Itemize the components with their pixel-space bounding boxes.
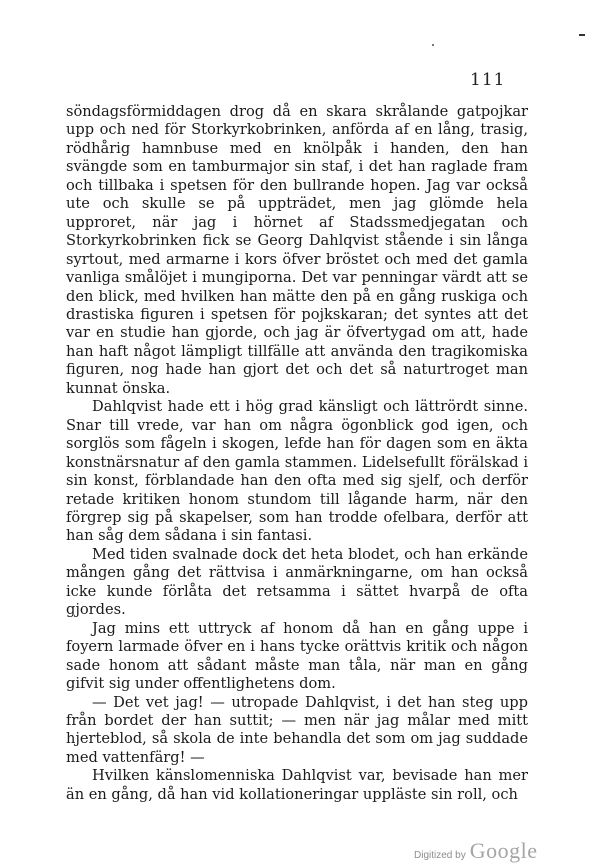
- digitization-watermark: [414, 838, 537, 864]
- scan-artifact-mark: [579, 34, 585, 36]
- watermark-brand: Google: [469, 838, 538, 863]
- paragraph-3: Med tiden svalnade dock det heta blodet, och han erkände mången gång det rättvisa i anmärkningarne, om han också icke kunde förlåta det retsamma i sättet hvarpå de ofta gjordes.: [66, 545, 528, 619]
- paragraph-4: Jag mins ett uttryck af honom då han en gång uppe i foyern larmade öfver en i hans tycke orättvis kritik och någon sade honom att sådant måste man tåla, när man en gång gifvit sig under offentlighetens dom.: [66, 619, 528, 693]
- paragraph-1: söndagsförmiddagen drog då en skara skrålande gatpojkar upp och ned för Storkyrkobrinken, anförda af en lång, trasig, rödhårig hamnbuse med en knölpåk i handen, den han svängde som en tamburmajor sin staf, i det han raglade fram och tillbaka i spetsen för den bullrande hopen. Jag var också ute och skulle se på uppträdet, men jag glömde hela upproret, när jag i hörnet af Stadssmedjegatan och Storkyrkobrinken fick se Georg Dahlqvist stående i sin långa syrtout, med armarne i kors öfver bröstet och med det gamla vanliga smålöjet i mungiporna. Det var penningar värdt att se den blick, med hvilken han mätte den på en gång ruskiga och drastiska figuren i spetsen för pojkskaran; det syntes att det var en studie han gjorde, och jag är öfvertygad om att, hade han haft något lämpligt tillfälle att använda den tragikomiska figuren, nog hade han gjort det och det så naturtroget man kunnat önska.: [66, 103, 528, 397]
- paragraph-6: Hvilken känslomenniska Dahlqvist var, bevisade han mer än en gång, då han vid kollationeringar uppläste sin roll, och: [66, 767, 528, 803]
- body-text: [66, 103, 528, 804]
- scan-artifact-dot: [432, 44, 434, 46]
- page-number: 111: [470, 70, 506, 90]
- paragraph-5: — Det vet jag! — utropade Dahlqvist, i det han steg upp från bordet der han suttit; — men när jag målar med mitt hjerteblod, så skola de inte behandla det som om jag suddade med vattenfärg! —: [66, 693, 528, 766]
- paragraph-2: Dahlqvist hade ett i hög grad känsligt och lättrördt sinne. Snar till vrede, var han om några ögonblick god igen, och sorglös som fågeln i skogen, lefde han för dagen som en äkta konstnärsnatur af den gamla stammen. Lidelsefullt förälskad i sin konst, förblandade han den ofta med sig sjelf, och derför retade kritiken honom stundom till lågande harm, när den förgrep sig på skapelser, som han trodde ofelbara, derför att han såg dem sådana i sin fantasi.: [66, 398, 528, 545]
- watermark-prefix: Digitized by: [414, 850, 466, 861]
